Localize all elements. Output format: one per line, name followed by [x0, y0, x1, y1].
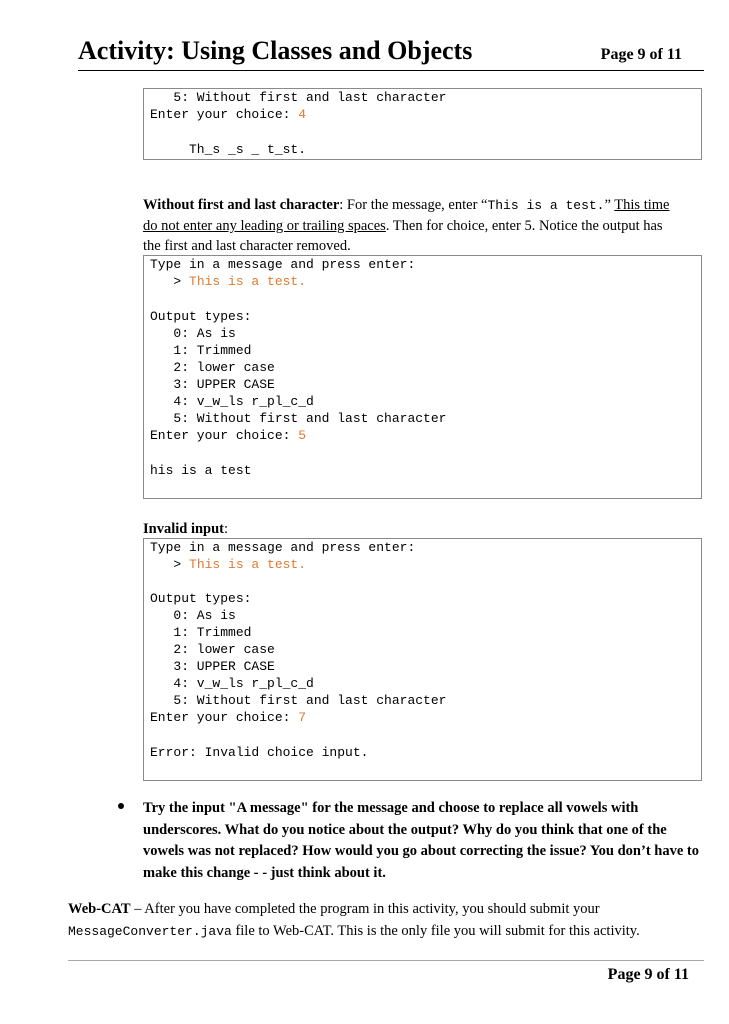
user-choice: 4 [298, 107, 307, 122]
inline-code: This is a test. [487, 198, 605, 213]
console-line: Type in a message and press enter: [150, 257, 416, 272]
user-choice: 7 [298, 710, 307, 725]
console-output-box-2 [143, 255, 702, 499]
console-line: Type in a message and press enter: [150, 540, 416, 555]
console-line: 5: Without first and last character [150, 411, 447, 426]
console-error: Error: Invalid choice input. [150, 745, 369, 760]
section-label: Without first and last character [143, 197, 340, 213]
console-line: Output types: [150, 591, 252, 606]
webcat-paragraph: Web-CAT – After you have completed the program in this activity, you should submit your MessageConverter.java file to Web-CAT. This is the only file you will submit for this activity. [68, 901, 640, 939]
console-line: 0: As is [150, 326, 236, 341]
choice-prompt: Enter your choice: [150, 428, 299, 443]
user-input: This is a test. [189, 557, 307, 572]
console-line: > This is a test. [150, 557, 307, 572]
underlined-note: This time [614, 197, 670, 213]
choice-prompt: Enter your choice: [150, 710, 299, 725]
document-title: Activity: Using Classes and Objects [78, 36, 473, 65]
console-result: his is a test [150, 463, 252, 478]
inline-code: MessageConverter.java [68, 923, 232, 939]
page-header [78, 36, 704, 71]
console-line: 5: Without first and last character [150, 693, 447, 708]
console-output-box-3 [143, 538, 702, 781]
console-line: 4: v_w_ls r_pl_c_d [150, 394, 314, 409]
console-line [150, 427, 306, 444]
user-input: This is a test. [189, 274, 307, 289]
console-line: 3: UPPER CASE [150, 659, 275, 674]
bullet-icon [118, 803, 124, 809]
console-line: 1: Trimmed [150, 625, 252, 640]
console-line [150, 709, 306, 726]
webcat-label: Web-CAT [68, 901, 131, 917]
footer-divider [68, 960, 704, 961]
bullet-question: Try the input "A message" for the message and choose to replace all vowels with underscores. What do you notice about the output? Why do you think that one of the vowels was not replaced? How would you go about correcting the issue? You don’t have to make this change - - just think about it. [143, 800, 699, 881]
underlined-note: do not enter any leading or trailing spaces [143, 218, 386, 234]
user-choice: 5 [298, 428, 307, 443]
console-line: Output types: [150, 309, 252, 324]
console-line: 1: Trimmed [150, 343, 252, 358]
console-line: 4: v_w_ls r_pl_c_d [150, 676, 314, 691]
console-line: 0: As is [150, 608, 236, 623]
console-result: Th_s _s _ t_st. [150, 142, 307, 157]
header-page-number: Page 9 of 11 [600, 46, 682, 63]
instruction-paragraph: Without first and last character: For the message, enter “This is a test.” This time do not enter any leading or trailing spaces. Then for choice, enter 5. Notice the output has the first and last character removed. [143, 197, 670, 254]
console-line [150, 106, 306, 123]
console-output-box-1 [143, 88, 702, 160]
console-line: 2: lower case [150, 360, 275, 375]
footer-page-number: Page 9 of 11 [607, 966, 689, 983]
console-line: 5: Without first and last character [150, 90, 447, 105]
console-line: 2: lower case [150, 642, 275, 657]
console-line: > This is a test. [150, 274, 307, 289]
console-line: 3: UPPER CASE [150, 377, 275, 392]
invalid-input-heading: Invalid input: [143, 521, 229, 537]
choice-prompt: Enter your choice: [150, 107, 299, 122]
